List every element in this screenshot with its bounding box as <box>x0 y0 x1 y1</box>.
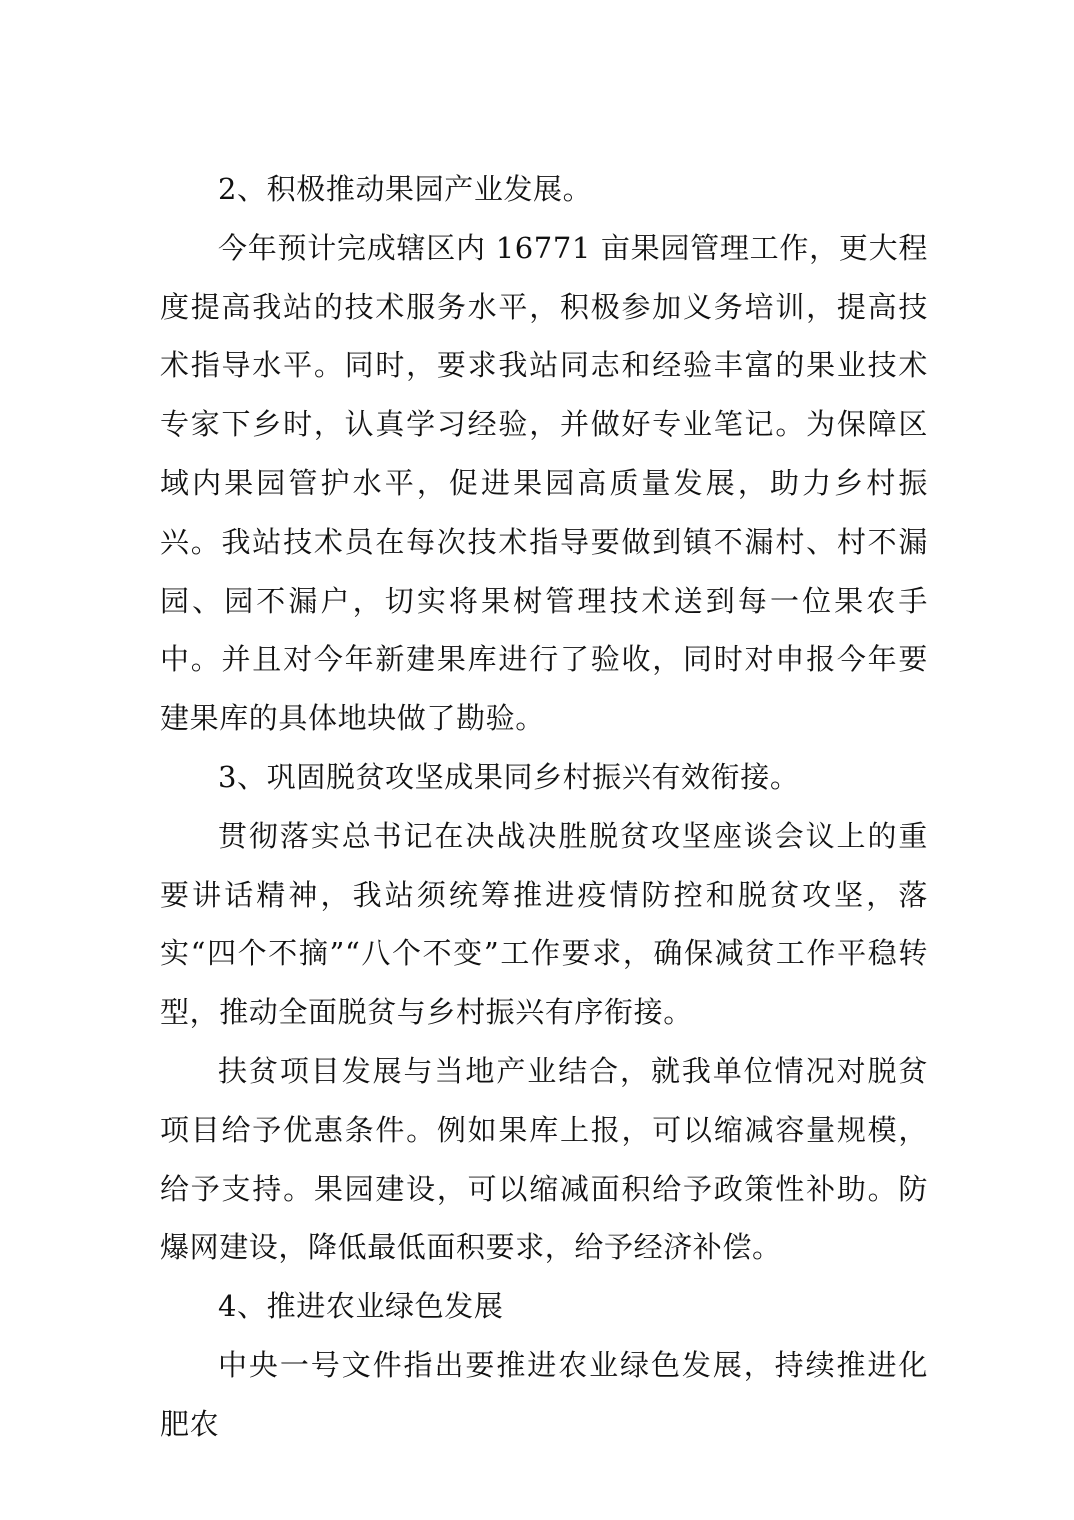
heading-item-4: 4、推进农业绿色发展 <box>218 1289 504 1324</box>
document-body <box>160 160 928 1454</box>
body-paragraph: 今年预计完成辖区内 16771 亩果园管理工作，更大程度提高我站的技术服务水平，积极参加义务培训，提高技术指导水平。同时，要求我站同志和经验丰富的果业技术专家下乡时，认真学习经验，并做好专业笔记。为保障区域内果园管护水平，促进果园高质量发展，助力乡村振兴。我站技术员在每次技术指导要做到镇不漏村、村不漏园、园不漏户，切实将果树管理技术送到每一位果农手中。并且对今年新建果库进行了验收，同时对申报今年要建果库的具体地块做了勘验。 <box>160 230 928 736</box>
heading-item-2: 2、积极推动果园产业发展。 <box>218 172 593 206</box>
body-paragraph: 扶贫项目发展与当地产业结合，就我单位情况对脱贫项目给予优惠条件。例如果库上报，可以缩减容量规模，给予支持。果园建设，可以缩减面积给予政策性补助。防爆网建设，降低最低面积要求，给予经济补偿。 <box>160 1053 928 1265</box>
heading-item-3: 3、巩固脱贫攻坚成果同乡村振兴有效衔接。 <box>218 759 800 794</box>
body-paragraph: 贯彻落实总书记在决战决胜脱贫攻坚座谈会议上的重要讲话精神，我站须统筹推进疫情防控和脱贫攻坚，落实“四个不摘”“八个不变”工作要求，确保减贫工作平稳转型，推动全面脱贫与乡村振兴有序衔接。 <box>160 818 928 1030</box>
body-paragraph: 中央一号文件指出要推进农业绿色发展，持续推进化肥农 <box>160 1347 928 1441</box>
